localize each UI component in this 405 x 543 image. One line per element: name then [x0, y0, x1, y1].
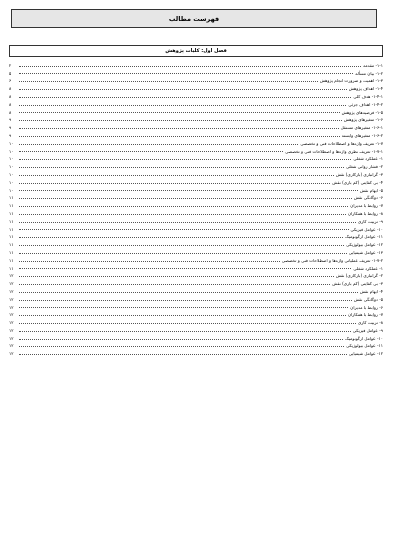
toc-entry-label: ۶- روابط با مدیران	[350, 304, 383, 310]
dot-leader	[19, 189, 358, 191]
toc-entry-label: ۹- تربیت کاری	[357, 218, 383, 224]
toc-entry-label: ۱-۴- اهداف پژوهش	[348, 86, 383, 92]
dot-leader	[19, 166, 344, 168]
toc-entry[interactable]	[9, 60, 383, 68]
toc-entry[interactable]	[9, 185, 383, 193]
toc-entry-page: ۱۲	[9, 281, 14, 287]
toc-entry-label: ۶- دوگانگی نقش	[353, 195, 383, 201]
toc-entry[interactable]	[9, 177, 383, 185]
dot-leader	[19, 150, 283, 152]
toc-entry-label: ۸- تربیت کاری	[357, 320, 383, 326]
toc-entry-label: ۱۲- عوامل شیمیایی	[348, 351, 383, 357]
toc-entry-page: ۱۱	[9, 242, 14, 248]
dot-leader	[19, 119, 342, 121]
toc-entry[interactable]	[9, 154, 383, 162]
dot-leader	[19, 135, 340, 137]
toc-entry-label: ۷- روابط با همکاران	[347, 312, 383, 318]
toc-entry-page: ۱۲	[9, 273, 14, 279]
toc-entry[interactable]	[9, 68, 383, 76]
toc-entry-label: ۱-۴-۱- هدف کلی	[353, 93, 383, 99]
toc-entry-page: ۱۲	[9, 312, 14, 318]
toc-entry[interactable]	[9, 83, 383, 91]
dot-leader	[19, 104, 346, 106]
toc-entry-page: ۱۱	[9, 234, 14, 240]
toc-entry[interactable]	[9, 122, 383, 130]
dot-leader	[19, 80, 318, 82]
toc-entry-label: ۱-۶-۱- متغیرهای مستقل	[340, 125, 383, 131]
toc-entry[interactable]	[9, 107, 383, 115]
toc-entry[interactable]	[9, 247, 383, 255]
toc-entry-page: ۱۲	[9, 335, 14, 341]
toc-entry-page: ۱۲	[9, 288, 14, 294]
toc-entry-page: ۱۰	[9, 171, 14, 177]
toc-entry[interactable]	[9, 91, 383, 99]
dot-leader	[19, 236, 343, 238]
dot-leader	[19, 197, 352, 199]
toc-entry-label: ۳- بی کفایتی (کم باری) نقش	[332, 281, 383, 287]
toc-title-box	[11, 9, 377, 28]
toc-entry[interactable]	[9, 333, 383, 341]
toc-entry-label: ۱-۵- فرضیه‌های پژوهش	[341, 109, 383, 115]
toc-entry-page: ۱۲	[9, 351, 14, 357]
dot-leader	[19, 252, 347, 254]
toc-entry[interactable]	[9, 99, 383, 107]
toc-entry-label: ۵- ابهام نقش	[359, 187, 383, 193]
toc-entry-page: ۶	[9, 78, 12, 84]
toc-entry-label: ۲- گرانباری (بارکاری) نقش	[335, 273, 383, 279]
toc-entry-page: ۱۲	[9, 343, 14, 349]
toc-entry-label: ۱۲- عوامل بیولوژیکی	[346, 242, 383, 248]
dot-leader	[19, 260, 280, 262]
toc-entry-label: ۳- گرانباری (بارکاری) نقش	[335, 171, 383, 177]
toc-entry[interactable]	[9, 161, 383, 169]
dot-leader	[19, 306, 348, 308]
dot-leader	[19, 221, 356, 223]
toc-entry-label: ۱۰- عوامل ارگونومیک	[345, 335, 383, 341]
toc-entry-page: ۱۰	[9, 140, 14, 146]
dot-leader	[19, 158, 351, 160]
toc-entry[interactable]	[9, 348, 383, 356]
toc-entry-label: ۱۱- عوامل ارگونومیک	[345, 234, 383, 240]
dot-leader	[19, 299, 352, 301]
toc-entry-page: ۱۲	[9, 327, 14, 333]
toc-entry-label: ۱-۶- متغیرهای پژوهش	[343, 117, 383, 123]
dot-leader	[19, 72, 353, 74]
dot-leader	[19, 283, 330, 285]
toc-entry[interactable]	[9, 208, 383, 216]
toc-entry[interactable]	[9, 286, 383, 294]
toc-entry[interactable]	[9, 200, 383, 208]
toc-entry[interactable]	[9, 294, 383, 302]
toc-entry[interactable]	[9, 130, 383, 138]
toc-entry-page: ۱۲	[9, 304, 14, 310]
toc-entry[interactable]	[9, 302, 383, 310]
dot-leader	[19, 267, 351, 269]
toc-entry[interactable]	[9, 76, 383, 84]
toc-list	[9, 60, 383, 356]
dot-leader	[19, 330, 351, 332]
dot-leader	[19, 291, 358, 293]
toc-entry-label: ۱۱- عوامل بیولوژیکی	[346, 343, 383, 349]
toc-entry-label: ۱-۶-۲- متغیرهای وابسته	[341, 132, 383, 138]
toc-entry-label: ۴- ابهام نقش	[359, 288, 383, 294]
dot-leader	[19, 205, 348, 207]
toc-entry[interactable]	[9, 224, 383, 232]
toc-entry[interactable]	[9, 138, 383, 146]
toc-entry-label: ۱-۷-۲- تعریف عملیاتی واژه‌ها و اصطلاحات فنی و تخصصی	[281, 257, 383, 263]
toc-entry-label: ۲- فشار روانی شغلی	[345, 164, 383, 170]
dot-leader	[19, 143, 298, 145]
dot-leader	[19, 322, 356, 324]
toc-entry-page: ۱۰	[9, 148, 14, 154]
chapter-heading-box	[9, 45, 383, 57]
toc-entry-label: ۹- عوامل فیزیکی	[352, 327, 383, 333]
dot-leader	[19, 275, 334, 277]
toc-title: فهرست مطالب	[168, 14, 220, 23]
dot-leader	[19, 213, 346, 215]
toc-entry-label: ۵- دوگانگی نقش	[353, 296, 383, 302]
toc-entry-page: ۱۱	[9, 249, 14, 255]
toc-entry[interactable]	[9, 169, 383, 177]
toc-entry-page: ۱۱	[9, 210, 14, 216]
toc-entry-label: ۱۰- عوامل فیزیکی	[350, 226, 383, 232]
toc-entry-label: ۴- بی کفایتی (کم باری) نقش	[332, 179, 383, 185]
toc-entry[interactable]	[9, 146, 383, 154]
toc-entry-page: ۱۰	[9, 187, 14, 193]
toc-entry[interactable]	[9, 325, 383, 333]
dot-leader	[19, 88, 347, 90]
toc-entry-page: ۲	[9, 62, 12, 68]
toc-entry-label: ۱-۷- تعریف واژه‌ها و اصطلاحات فنی و تخصصی	[300, 140, 383, 146]
toc-entry-label: ۱- عملکرد شغلی	[353, 156, 383, 162]
toc-entry[interactable]	[9, 271, 383, 279]
toc-entry[interactable]	[9, 232, 383, 240]
toc-entry[interactable]	[9, 278, 383, 286]
toc-entry-page: ۸	[9, 101, 12, 107]
dot-leader	[19, 244, 344, 246]
dot-leader	[19, 314, 346, 316]
toc-entry-page: ۱۰	[9, 179, 14, 185]
toc-entry-page: ۸	[9, 109, 12, 115]
toc-entry-label: ۸- روابط با همکاران	[347, 210, 383, 216]
toc-entry-page: ۱۲	[9, 320, 14, 326]
toc-entry[interactable]	[9, 216, 383, 224]
toc-entry-page: ۹	[9, 132, 12, 138]
toc-entry-page: ۵	[9, 70, 12, 76]
toc-entry-page: ۹	[9, 117, 12, 123]
dot-leader	[19, 338, 343, 340]
toc-entry[interactable]	[9, 317, 383, 325]
dot-leader	[19, 111, 340, 113]
dot-leader	[19, 127, 339, 129]
dot-leader	[19, 228, 349, 230]
toc-entry-label: ۱- عملکرد شغلی	[353, 265, 383, 271]
toc-entry-label: ۱-۱- مقدمه	[363, 62, 383, 68]
dot-leader	[19, 182, 330, 184]
toc-entry[interactable]	[9, 239, 383, 247]
chapter-heading: فصل اول: کلیات پژوهش	[165, 48, 227, 54]
toc-entry[interactable]	[9, 193, 383, 201]
toc-entry-label: ۱-۲- بیان مسأله	[355, 70, 383, 76]
toc-entry-page: ۱۰	[9, 164, 14, 170]
dot-leader	[19, 345, 344, 347]
toc-entry-page: ۸	[9, 86, 12, 92]
toc-entry-label: ۱-۳- اهمیت و ضرورت انجام پژوهش	[319, 78, 383, 84]
toc-entry[interactable]	[9, 310, 383, 318]
dot-leader	[19, 174, 334, 176]
toc-entry[interactable]	[9, 263, 383, 271]
toc-entry-page: ۱۱	[9, 203, 14, 209]
toc-entry-page: ۹	[9, 125, 12, 131]
toc-entry-page: ۱۱	[9, 265, 14, 271]
dot-leader	[19, 96, 351, 98]
toc-entry[interactable]	[9, 115, 383, 123]
toc-entry-label: ۷- روابط با مدیران	[350, 203, 383, 209]
dot-leader	[19, 353, 347, 355]
toc-entry[interactable]	[9, 255, 383, 263]
toc-entry-label: ۱-۷-۱- تعریف نظری واژه‌ها و اصطلاحات فنی و تخصصی	[285, 148, 383, 154]
toc-entry[interactable]	[9, 341, 383, 349]
toc-entry-page: ۱۱	[9, 195, 14, 201]
toc-entry-label: ۱۳- عوامل شیمیایی	[348, 249, 383, 255]
toc-entry-page: ۸	[9, 93, 12, 99]
toc-entry-page: ۱۲	[9, 296, 14, 302]
toc-entry-page: ۱۱	[9, 257, 14, 263]
toc-entry-page: ۱۱	[9, 218, 14, 224]
toc-entry-page: ۱۰	[9, 156, 14, 162]
toc-entry-label: ۱-۴-۲- اهداف جزئی	[348, 101, 383, 107]
toc-entry-page: ۱۱	[9, 226, 14, 232]
dot-leader	[19, 65, 361, 67]
